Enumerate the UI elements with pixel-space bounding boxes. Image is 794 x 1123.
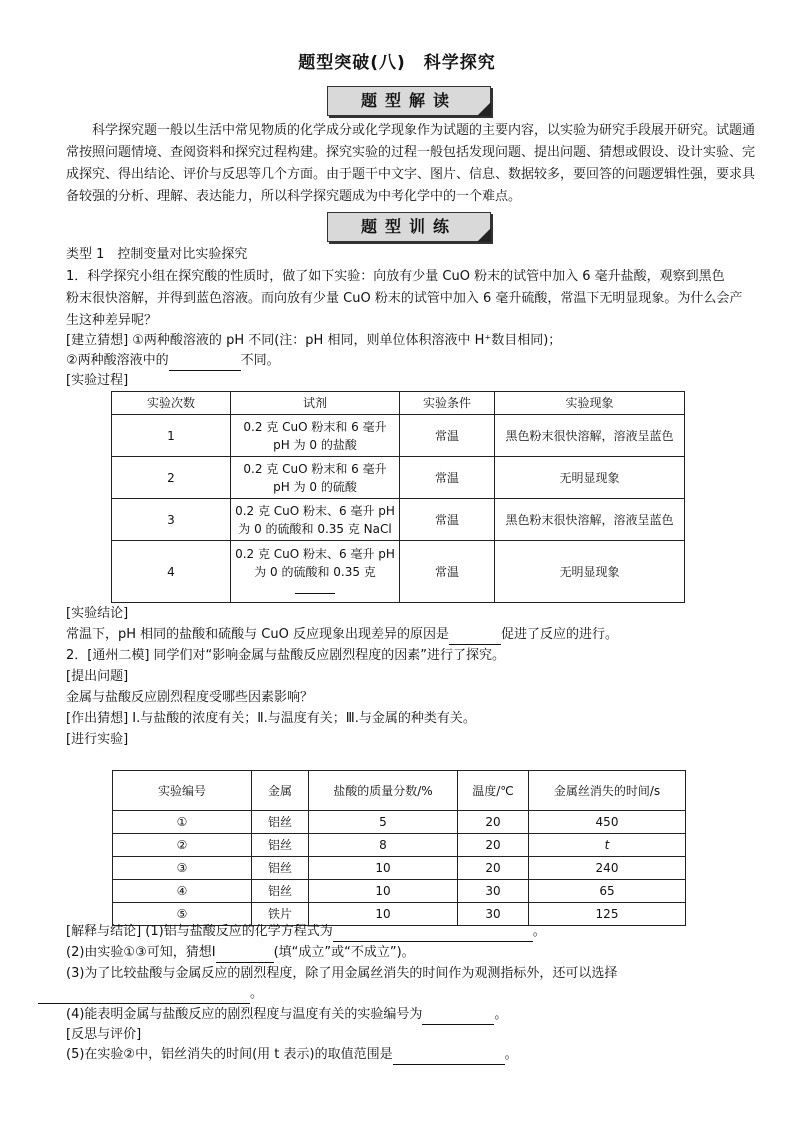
q1-text-line1: 1．科学探究小组在探究酸的性质时，做了如下实验：向放有少量 CuO 粉末的试管中加入 6 毫升盐酸，观察到黑色 — [66, 269, 725, 284]
table-row — [112, 541, 685, 603]
q1-text-line3: 生这种差异呢？ — [66, 313, 158, 328]
cell-condition: 常温 — [400, 499, 495, 541]
cell-time: 125 — [529, 903, 686, 926]
cell-condition: 常温 — [400, 457, 495, 499]
q2-guess: [作出猜想] Ⅰ.与盐酸的浓度有关；Ⅱ.与温度有关；Ⅲ.与金属的种类有关。 — [66, 711, 476, 726]
cell-id: ⑤ — [113, 903, 252, 926]
page-title: 题型突破(八) 科学探究 — [298, 53, 496, 73]
q2-sub2: (2)由实验①③可知，猜想Ⅰ (填“成立”或“不成立”)。 — [66, 943, 415, 963]
q2-sub4: (4)能表明金属与盐酸反应的剧烈程度与温度有关的实验编号为 。 — [66, 1005, 507, 1025]
cell-concentration: 8 — [309, 834, 458, 857]
q2-sub3-answer: 。 — [38, 984, 263, 1004]
cell-trial: 4 — [112, 541, 231, 603]
banner-label: 题型解读 — [360, 91, 457, 110]
table-row — [112, 499, 685, 541]
q1-hypothesis-1: [建立猜想] ①两种酸溶液的 pH 不同(注：pH 相同，则单位体积溶液中 H⁺数目相同)； — [66, 333, 562, 348]
q2-sub5: (5)在实验②中，铝丝消失的时间(用 t 表示)的取值范围是 。 — [66, 1045, 518, 1065]
answer-blank[interactable] — [216, 948, 274, 963]
q2-sub1: [解释与结论] (1)铝与盐酸反应的化学方程式为 。 — [66, 922, 546, 942]
cell-time: 450 — [529, 811, 686, 834]
cell-reagent: 0.2 克 CuO 粉末、6 毫升 pH 为 0 的硫酸和 0.35 克 — [231, 541, 400, 603]
banner-label: 题型训练 — [360, 217, 457, 236]
experiment-table-2 — [112, 770, 686, 926]
cell-id: ④ — [113, 880, 252, 903]
header-cell: 实验编号 — [113, 771, 252, 811]
answer-blank[interactable] — [295, 583, 335, 594]
q2-ask: 金属与盐酸反应剧烈程度受哪些因素影响？ — [66, 690, 314, 705]
header-cell: 实验条件 — [400, 392, 495, 415]
cell-metal: 铝丝 — [252, 834, 309, 857]
cell-observation: 黑色粉末很快溶解，溶液呈蓝色 — [495, 415, 685, 457]
table-row — [112, 457, 685, 499]
answer-blank[interactable] — [422, 1010, 494, 1025]
table-row — [113, 857, 686, 880]
answer-blank[interactable] — [38, 989, 250, 1004]
header-cell: 实验次数 — [112, 392, 231, 415]
cell-metal: 铝丝 — [252, 857, 309, 880]
header-cell: 金属 — [252, 771, 309, 811]
cell-observation: 无明显现象 — [495, 457, 685, 499]
q2-intro: 2．[通州二模] 同学们对“影响金属与盐酸反应剧烈程度的因素”进行了探究。 — [66, 648, 506, 663]
cell-reagent: 0.2 克 CuO 粉末和 6 毫升 pH 为 0 的硫酸 — [231, 457, 400, 499]
cell-id: ① — [113, 811, 252, 834]
header-cell: 温度/℃ — [458, 771, 529, 811]
q2-sub3: (3)为了比较盐酸与金属反应的剧烈程度，除了用金属丝消失的时间作为观测指标外，还可以选择 — [66, 966, 618, 981]
header-cell: 试剂 — [231, 392, 400, 415]
q2-exp-label: [进行实验] — [66, 732, 129, 747]
cell-condition: 常温 — [400, 415, 495, 457]
cell-trial: 1 — [112, 415, 231, 457]
cell-concentration: 10 — [309, 903, 458, 926]
cell-condition: 常温 — [400, 541, 495, 603]
header-cell: 金属丝消失的时间/s — [529, 771, 686, 811]
cell-temperature: 20 — [458, 857, 529, 880]
cell-reagent: 0.2 克 CuO 粉末和 6 毫升 pH 为 0 的盐酸 — [231, 415, 400, 457]
cell-metal: 铁片 — [252, 903, 309, 926]
answer-blank[interactable] — [333, 927, 533, 942]
table-row — [113, 811, 686, 834]
q2-ask-label: [提出问题] — [66, 669, 129, 684]
q1-text-line2: 粉末很快溶解，并得到蓝色溶液。而向放有少量 CuO 粉末的试管中加入 6 毫升硫酸，常温下无明显现象。为什么会产 — [66, 291, 743, 306]
experiment-table-1 — [111, 391, 685, 603]
cell-trial: 3 — [112, 499, 231, 541]
header-cell: 实验现象 — [495, 392, 685, 415]
cell-time: 240 — [529, 857, 686, 880]
banner-corner-decoration — [477, 228, 491, 242]
cell-temperature: 20 — [458, 834, 529, 857]
cell-id: ② — [113, 834, 252, 857]
q1-conclusion-label: [实验结论] — [66, 606, 129, 621]
cell-time: 65 — [529, 880, 686, 903]
intro-paragraph: 科学探究题一般以生活中常见物质的化学成分或化学现象作为试题的主要内容，以实验为研究手段展开研究。试题通常按照问题情境、查阅资料和探究过程构建。探究实验的过程一般包括发现问题、提出问题、猜想或假设、设计实验、完成探究、得出结论、评价与反思等几个方面。由于题干中文字、图片、信息、数据较多，要回答的问题逻辑性强，要求具备较强的分析、理解、表达能力，所以科学探究题成为中考化学中的一个难点。 — [66, 123, 756, 204]
q1-conclusion: 常温下，pH 相同的盐酸和硫酸与 CuO 反应现象出现差异的原因是 促进了反应的进行。 — [66, 625, 618, 645]
cell-observation: 黑色粉末很快溶解，溶液呈蓝色 — [495, 499, 685, 541]
cell-metal: 铝丝 — [252, 811, 309, 834]
cell-id: ③ — [113, 857, 252, 880]
cell-concentration: 5 — [309, 811, 458, 834]
cell-temperature: 30 — [458, 880, 529, 903]
cell-metal: 铝丝 — [252, 880, 309, 903]
cell-trial: 2 — [112, 457, 231, 499]
table-header-row — [112, 392, 685, 415]
cell-concentration: 10 — [309, 880, 458, 903]
cell-observation: 无明显现象 — [495, 541, 685, 603]
q1-hypothesis-2: ②两种酸溶液中的 不同。 — [66, 351, 280, 371]
q1-process-label: [实验过程] — [66, 373, 129, 388]
section-banner-interpretation — [327, 86, 491, 116]
answer-blank[interactable] — [449, 630, 501, 645]
table-row — [113, 880, 686, 903]
banner-corner-decoration — [477, 102, 491, 116]
cell-temperature: 30 — [458, 903, 529, 926]
table-header-row — [113, 771, 686, 811]
cell-temperature: 20 — [458, 811, 529, 834]
q2-reflect-label: [反思与评价] — [66, 1027, 142, 1042]
section-banner-training — [327, 212, 491, 242]
table-row — [112, 415, 685, 457]
type-heading: 类型 1 控制变量对比实验探究 — [66, 247, 248, 262]
cell-time: t — [529, 834, 686, 857]
header-cell: 盐酸的质量分数/% — [309, 771, 458, 811]
answer-blank[interactable] — [169, 356, 241, 371]
answer-blank[interactable] — [393, 1050, 505, 1065]
cell-concentration: 10 — [309, 857, 458, 880]
table-row — [113, 834, 686, 857]
cell-reagent: 0.2 克 CuO 粉末、6 毫升 pH 为 0 的硫酸和 0.35 克 NaCl — [231, 499, 400, 541]
